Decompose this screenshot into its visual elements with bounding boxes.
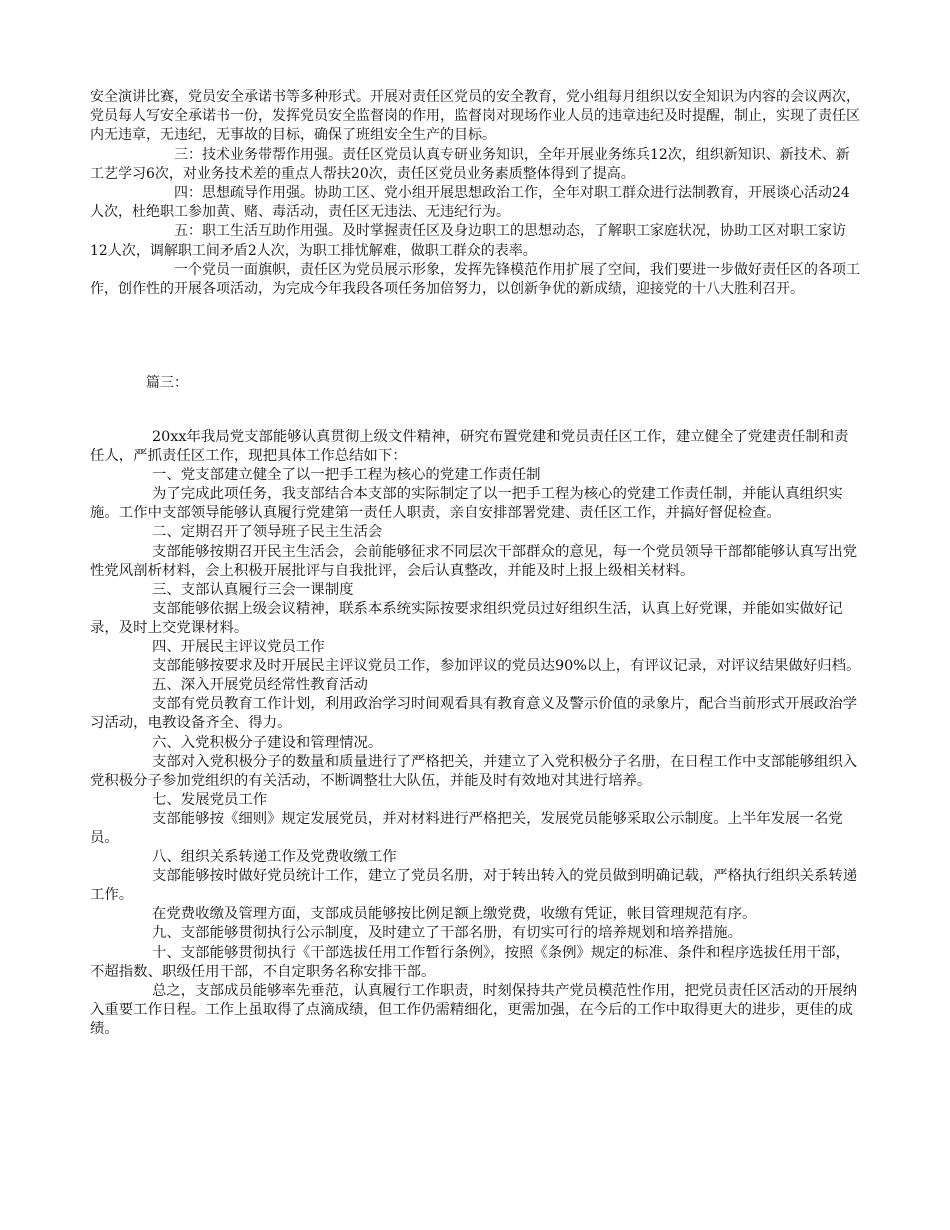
paragraph-item-6: 支部对入党积极分子的数量和质量进行了严格把关，并建立了入党积极分子名册，在日程工作中支部能够组织入党积极分子参加党组织的有关活动，不断调整壮大队伍，并能及时有效地对其进行培养。 (90, 753, 858, 789)
heading-item-1: 一、党支部建立健全了以一把手工程为核心的党建工作责任制 (152, 467, 541, 484)
section-three-heading: 篇三： (146, 375, 188, 391)
heading-item-3: 三、支部认真履行三会一课制度 (152, 581, 354, 598)
heading-item-5: 五、深入开展党员经常性教育活动 (152, 677, 368, 694)
heading-item-2: 二、定期召开了领导班子民主生活会 (152, 524, 383, 541)
paragraph-item-10: 十、支部能够贯彻执行《干部选拔任用工作暂行条例》，按照《条例》规定的标准、条件和程序选拔任用干部，不超指数、职级任用干部，不自定职务名称安排干部。 (90, 944, 850, 980)
paragraph-item-4: 支部能够按要求及时开展民主评议党员工作，参加评议的党员达90%以上，有评议记录，对评议结果做好归档。 (152, 658, 861, 675)
paragraph-safety-education: 安全演讲比赛，党员安全承诺书等多种形式。开展对责任区党员的安全教育，党小组每月组织以安全知识为内容的会议两次，党员每人写安全承诺书一份，发挥党员安全监督岗的作用，监督岗对现场作业人员的违章违纪及时提醒，制止，实现了责任区内无违章，无违纪，无事故的目标，确保了班组安全生产的目标。 (90, 89, 860, 144)
paragraph-conclusion: 总之，支部成员能够率先垂范，认真履行工作职责，时刻保持共产党员模范性作用，把党员责任区活动的开展纳入重要工作日程。工作上虽取得了点滴成绩，但工作仍需精细化，更需加强，在今后的工作中取得更大的进步，更佳的成绩。 (90, 982, 858, 1037)
paragraph-item-5: 支部有党员教育工作计划，利用政治学习时间观看具有教育意义及警示价值的录象片，配合当前形式开展政治学习活动，电教设备齐全、得力。 (90, 696, 858, 732)
section-two-tail (90, 88, 862, 299)
heading-item-7: 七、发展党员工作 (152, 791, 268, 808)
paragraph-item-7: 支部能够按《细则》规定发展党员，并对材料进行严格把关，发展党员能够采取公示制度。上半年发展一名党员。 (90, 810, 843, 846)
paragraph-intro: 20xx年我局党支部能够认真贯彻上级文件精神，研究布置党建和党员责任区工作，建立健全了党建责任制和责任人，严抓责任区工作，现把具体工作总结如下： (90, 429, 849, 465)
paragraph-item-2: 支部能够按期召开民主生活会，会前能够征求不同层次干部群众的意见，每一个党员领导干部都能够认真写出党性党风剖析材料，会上积极开展批评与自我批评，会后认真整改，并能及时上报上级相关材料。 (90, 543, 858, 579)
heading-item-8: 八、组织关系转递工作及党费收缴工作 (152, 849, 397, 866)
paragraph-item-8b: 在党费收缴及管理方面，支部成员能够按比例足额上缴党费，收缴有凭证，帐目管理规范有序。 (152, 906, 757, 923)
paragraph-technical-support: 三：技术业务带帮作用强。责任区党员认真专研业务知识，全年开展业务练兵12次，组织新知识、新技术、新工艺学习6次，对业务技术差的重点人帮扶20次，责任区党员业务素质整体得到了提高。 (90, 146, 850, 182)
section-three-body (90, 428, 862, 1039)
paragraph-item-9: 九、支部能够贯彻执行公示制度，及时建立了干部名册，有切实可行的培养规划和培养措施。 (152, 925, 743, 942)
paragraph-item-8a: 支部能够按时做好党员统计工作，建立了党员名册，对于转出转入的党员做到明确记载，严格执行组织关系转递工作。 (90, 868, 858, 904)
paragraph-mutual-assistance: 五：职工生活互助作用强。及时掌握责任区及身边职工的思想动态，了解职工家庭状况，协助工区对职工家访12人次，调解职工间矛盾2人次，为职工排忧解难，做职工群众的表率。 (90, 223, 846, 259)
paragraph-item-1: 为了完成此项任务，我支部结合本支部的实际制定了以一把手工程为核心的党建工作责任制，并能认真组织实施。工作中支部领导能够认真履行党建第一责任人职责，亲自安排部署党建、责任区工作，并搞好督促检查。 (90, 486, 843, 522)
heading-item-4: 四、开展民主评议党员工作 (152, 639, 325, 656)
paragraph-ideological-guidance: 四：思想疏导作用强。协助工区、党小组开展思想政治工作，全年对职工群众进行法制教育，开展谈心活动24人次，杜绝职工参加黄、赌、毒活动，责任区无违法、无违纪行为。 (90, 185, 850, 221)
heading-item-6: 六、入党积极分子建设和管理情况。 (152, 734, 383, 751)
paragraph-item-3: 支部能够依据上级会议精神，联系本系统实际按要求组织党员过好组织生活，认真上好党课，并能如实做好记录，及时上交党课材料。 (90, 600, 843, 636)
paragraph-closing: 一个党员一面旗帜，责任区为党员展示形象，发挥先锋模范作用扩展了空间，我们要进一步做好责任区的各项工作，创作性的开展各项活动，为完成今年我段各项任务加倍努力，以创新争优的新成绩，迎接党的十八大胜利召开。 (90, 261, 860, 298)
